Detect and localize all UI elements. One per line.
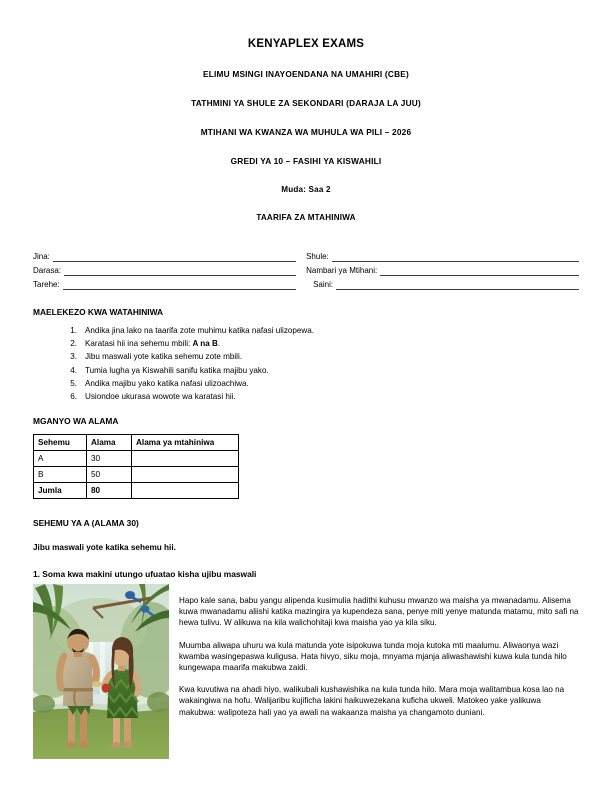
header-subtitle-exam-term: MTIHANI WA KWANZA WA MUHULA WA PILI – 2026 xyxy=(200,127,412,137)
instructions-list xyxy=(33,326,579,402)
field-tarehe-input[interactable] xyxy=(63,279,296,290)
question-1-title: 1. Soma kwa makini utungo ufuatao kisha ujibu maswali xyxy=(33,568,257,579)
header-subtitle-grade-subject: GREDI YA 10 – FASIHI YA KISWAHILI xyxy=(230,156,382,166)
instructions-heading: MAELEKEZO KWA WATAHINIWA xyxy=(33,307,164,317)
instruction-item xyxy=(61,366,579,376)
field-shule-input[interactable] xyxy=(332,251,579,262)
field-darasa[interactable] xyxy=(33,262,296,276)
instruction-item xyxy=(61,326,579,336)
section-a-subtitle: Jibu maswali yote katika sehemu hii. xyxy=(33,542,176,552)
table-row-total xyxy=(34,482,239,498)
page-title: KENYAPLEX EXAMS xyxy=(247,38,365,50)
passage-paragraph: Kwa kuvutiwa na ahadi hiyo, walikubali kushawishika na kula tunda hilo. Mara moja walitambua kosa lao na wakaingiwa na hofu. Walijaribu kujificha lakini haikuwezekana kuficha ukweli. Matokeo yake yalikuwa makubwa: walipoteza hali yao ya awali na wakaanza maisha ya changamoto duniani. xyxy=(179,685,565,717)
instruction-text: Tumia lugha ya Kiswahili sanifu katika majibu yako. xyxy=(85,365,269,375)
instruction-text: Karatasi hii ina sehemu mbili: xyxy=(85,339,193,349)
field-nambari-ya-mtihani-label: Nambari ya Mtihani: xyxy=(306,266,378,275)
cell-total-label: Jumla xyxy=(34,482,87,498)
field-shule-label: Shule: xyxy=(306,252,329,261)
instruction-text: Jibu maswali yote katika sehemu zote mbili. xyxy=(85,352,242,362)
field-jina[interactable] xyxy=(33,248,296,262)
field-saini-input[interactable] xyxy=(336,279,579,290)
field-tarehe-label: Tarehe: xyxy=(33,280,60,289)
field-saini-label: Saini: xyxy=(313,280,334,289)
cell-candidate-marks[interactable] xyxy=(132,466,239,482)
document-header xyxy=(33,38,579,222)
marks-table-heading: MGANYO WA ALAMA xyxy=(33,415,119,426)
header-subtitle-curriculum: ELIMU MSINGI INAYOENDANA NA UMAHIRI (CBE) xyxy=(203,69,409,79)
header-candidate-details-label: TAARIFA ZA MTAHINIWA xyxy=(256,213,356,222)
candidate-details-left-column xyxy=(33,248,296,290)
candidate-details-section xyxy=(33,248,579,290)
instruction-text: Usiondoe ukurasa wowote wa karatasi hii. xyxy=(85,391,236,401)
marks-distribution-table xyxy=(33,434,239,499)
instruction-item xyxy=(61,392,579,402)
field-darasa-label: Darasa: xyxy=(33,266,62,275)
field-jina-input[interactable] xyxy=(53,251,296,262)
field-shule[interactable] xyxy=(306,248,579,262)
table-row xyxy=(34,466,239,482)
instruction-emphasis: A na B xyxy=(192,339,218,349)
column-header-sehemu: Sehemu xyxy=(34,434,87,450)
field-darasa-input[interactable] xyxy=(64,265,296,276)
marks-table-body xyxy=(34,450,239,498)
field-nambari-ya-mtihani[interactable] xyxy=(306,262,579,276)
field-tarehe[interactable] xyxy=(33,276,296,290)
instruction-text: Andika jina lako na taarifa zote muhimu katika nafasi ulizopewa. xyxy=(85,326,315,335)
table-row xyxy=(34,450,239,466)
field-nambari-ya-mtihani-input[interactable] xyxy=(380,265,579,276)
garden-scene-image xyxy=(33,584,169,759)
header-subtitle-assessment: TATHMINI YA SHULE ZA SEKONDARI (DARAJA LA JUU) xyxy=(191,98,421,108)
cell-alama: 30 xyxy=(87,450,132,466)
cell-alama: 50 xyxy=(87,466,132,482)
cell-sehemu: B xyxy=(34,466,87,482)
header-duration: Muda: Saa 2 xyxy=(281,185,331,194)
instruction-text-tail: . xyxy=(217,339,221,349)
instruction-item xyxy=(61,352,579,362)
instruction-text: Andika majibu yako katika nafasi ulizoachiwa. xyxy=(85,378,249,388)
field-jina-label: Jina: xyxy=(33,252,50,261)
passage-paragraph: Muumba aliwapa uhuru wa kula matunda yote isipokuwa tunda moja kutoka mti maalumu. Aliwaonya wazi kwamba wasingepaswa kuligusa. Hata hivyo, siku moja, mnyama mjanja aliwashawishi kuwa kula tunda hilo kungewapa maarifa makubwa zaidi. xyxy=(179,640,567,672)
marks-table-head xyxy=(34,434,239,450)
cell-total-alama: 80 xyxy=(87,482,132,498)
cell-total-candidate-marks[interactable] xyxy=(132,482,239,498)
column-header-alama-ya-mtahiniwa: Alama ya mtahiniwa xyxy=(132,434,239,450)
cell-sehemu: A xyxy=(34,450,87,466)
reading-passage xyxy=(179,584,579,729)
passage-paragraph: Hapo kale sana, babu yangu alipenda kusimulia hadithi kuhusu mwanzo wa maisha ya mwanadamu. Alisema kuwa mwanadamu aliishi katika mazingira ya kupendeza sana, penye miti yenye matunda matamu, mito safi na hewa tulivu. W alikuwa na kila walichohitaji kwa maisha yao ya kila siku. xyxy=(179,595,579,628)
candidate-details-right-column xyxy=(306,248,579,290)
passage-with-illustration xyxy=(33,584,579,759)
table-header-row xyxy=(34,434,239,450)
cell-candidate-marks[interactable] xyxy=(132,450,239,466)
section-a-title: SEHEMU YA A (ALAMA 30) xyxy=(33,517,139,528)
field-saini[interactable] xyxy=(306,276,579,290)
garden-scene-illustration xyxy=(33,584,169,759)
column-header-alama: Alama xyxy=(87,434,132,450)
instruction-item xyxy=(61,379,579,389)
instruction-item xyxy=(61,339,579,349)
